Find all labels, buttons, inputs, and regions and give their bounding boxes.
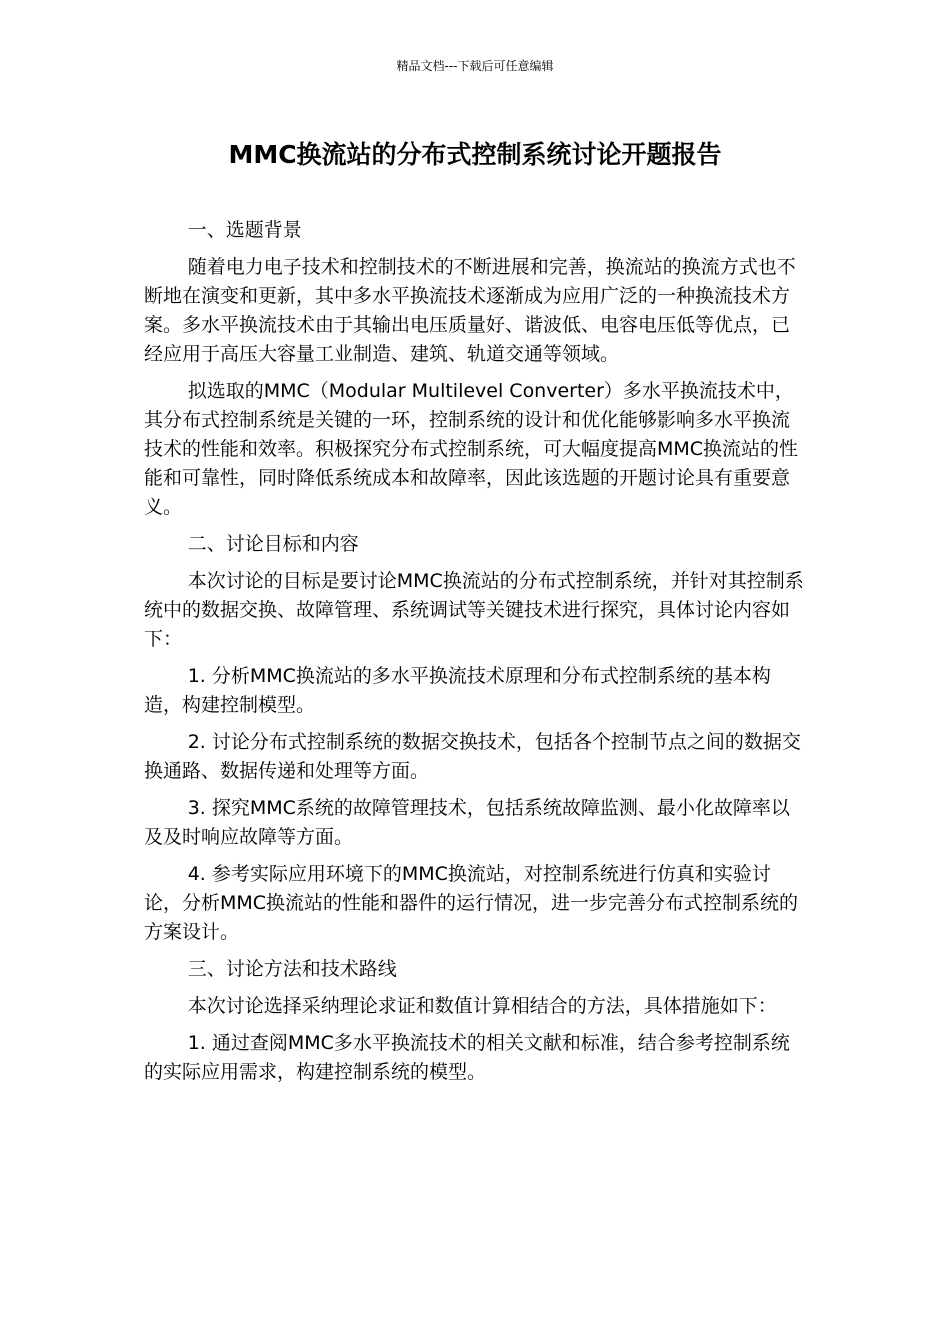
list-item: 2. 讨论分布式控制系统的数据交换技术，包括各个控制节点之间的数据交换通路、数据传递和处理等方面。: [144, 731, 801, 782]
section-heading-methods: 三、讨论方法和技术路线: [187, 958, 397, 980]
paragraph: 本次讨论的目标是要讨论MMC换流站的分布式控制系统，并针对其控制系统中的数据交换、故障管理、系统调试等关键技术进行探究，具体讨论内容如下：: [144, 570, 804, 650]
paragraph: 随着电力电子技术和控制技术的不断进展和完善，换流站的换流方式也不断地在演变和更新，其中多水平换流技术逐渐成为应用广泛的一种换流技术方案。多水平换流技术由于其输出电压质量好、谐波低、电容电压低等优点，已经应用于高压大容量工业制造、建筑、轨道交通等领域。: [144, 256, 796, 365]
section-heading-goals: 二、讨论目标和内容: [187, 533, 359, 555]
list-item: 1. 分析MMC换流站的多水平换流技术原理和分布式控制系统的基本构造，构建控制模型。: [144, 665, 771, 716]
document-body: [144, 216, 808, 1095]
list-item: 4. 参考实际应用环境下的MMC换流站，对控制系统进行仿真和实验讨论，分析MMC换流站的性能和器件的运行情况，进一步完善分布式控制系统的方案设计。: [144, 863, 799, 943]
paragraph: 本次讨论选择采纳理论求证和数值计算相结合的方法，具体措施如下：: [187, 995, 777, 1017]
section-heading-background: 一、选题背景: [187, 219, 302, 241]
list-item: 1. 通过查阅MMC多水平换流技术的相关文献和标准，结合参考控制系统的实际应用需求，构建控制系统的模型。: [144, 1032, 790, 1083]
list-item: 3. 探究MMC系统的故障管理技术，包括系统故障监测、最小化故障率以及及时响应故障等方面。: [144, 797, 790, 848]
paragraph: 拟选取的MMC（Modular Multilevel Converter）多水平换流技术中，其分布式控制系统是关键的一环，控制系统的设计和优化能够影响多水平换流技术的性能和效率。积极探究分布式控制系统，可大幅度提高MMC换流站的性能和可靠性，同时降低系统成本和故障率，因此该选题的开题讨论具有重要意义。: [144, 380, 799, 518]
page-header: 精品文档---下载后可任意编辑: [396, 59, 554, 73]
document-title: MMC换流站的分布式控制系统讨论开题报告: [228, 140, 722, 169]
